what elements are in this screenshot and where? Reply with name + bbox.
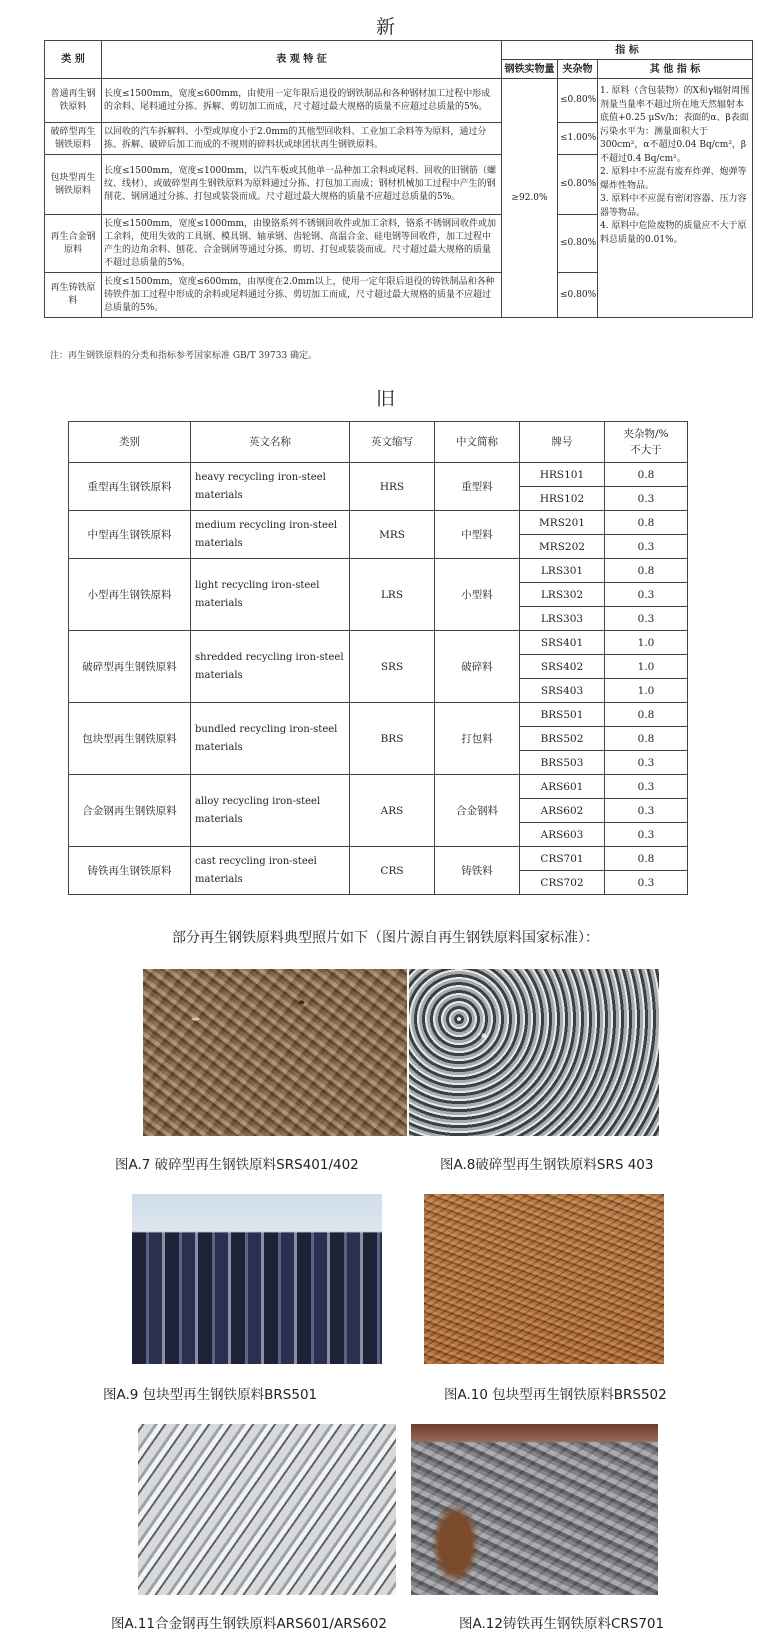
- new-row-impurity: ≤0.80%: [558, 215, 598, 273]
- old-table-row: [69, 775, 688, 799]
- new-row-impurity: ≤0.80%: [558, 273, 598, 318]
- old-row-grade: MRS201: [520, 511, 605, 535]
- photo-shredded-srs401-402: [143, 969, 407, 1136]
- header-category: 类 别: [45, 41, 102, 79]
- old-row-impurity: 0.8: [605, 559, 688, 583]
- old-row-english-name: medium recycling iron-steel materials: [191, 511, 350, 559]
- old-row-chinese-short: 小型料: [435, 559, 520, 631]
- old-row-impurity: 0.3: [605, 487, 688, 511]
- old-row-category: 合金钢再生钢铁原料: [69, 775, 191, 847]
- new-row-features: 以回收的汽车拆解料、小型或厚度小于2.0mm的其他型回收料、工业加工余料等为原料，通过分拣、拆解、破碎后加工而成的不规则的碎料状或球团状再生钢铁原料。: [102, 123, 502, 155]
- new-row-category: 包块型再生钢铁原料: [45, 155, 102, 215]
- old-row-abbr: CRS: [350, 847, 435, 895]
- old-header-impurity: [605, 422, 688, 463]
- old-standard-table: [68, 421, 688, 895]
- old-row-english-name: shredded recycling iron-steel materials: [191, 631, 350, 703]
- old-row-chinese-short: 中型料: [435, 511, 520, 559]
- old-row-impurity: 0.3: [605, 535, 688, 559]
- old-row-english-name: bundled recycling iron-steel materials: [191, 703, 350, 775]
- new-standard-table: [44, 40, 753, 318]
- old-header-grade: 牌号: [520, 422, 605, 463]
- old-row-category: 小型再生钢铁原料: [69, 559, 191, 631]
- new-row-category: 再生铸铁原料: [45, 273, 102, 318]
- old-row-grade: HRS101: [520, 463, 605, 487]
- caption-a11: 图A.11合金钢再生钢铁原料ARS601/ARS602: [111, 1616, 387, 1632]
- header-other: 其 他 指 标: [598, 60, 753, 79]
- photo-cast-iron-crs701: [411, 1424, 658, 1595]
- old-row-english-name: alloy recycling iron-steel materials: [191, 775, 350, 847]
- old-row-grade: LRS302: [520, 583, 605, 607]
- old-table-row: [69, 631, 688, 655]
- old-section-heading: 旧: [375, 388, 395, 410]
- old-header-abbr: 英文缩写: [350, 422, 435, 463]
- old-table-body: [69, 463, 688, 895]
- old-table-row: [69, 847, 688, 871]
- old-row-impurity: 1.0: [605, 679, 688, 703]
- new-row-features: 长度≤1500mm，宽度≤1000mm，以汽车板或其他单一品种加工余料或尾料、回收的旧钢筋（螺纹、线材），或破碎型再生钢铁原料为原料通过分拣、打包加工而成；钢材机械加工过程中产生的钢削花、钢屑通过分拣、打包或装袋而成。尺寸超过最大规格的质量不应超过总质量的5%。: [102, 155, 502, 215]
- old-row-category: 中型再生钢铁原料: [69, 511, 191, 559]
- metal-content-value: ≥92.0%: [502, 79, 558, 318]
- old-row-impurity: 0.3: [605, 775, 688, 799]
- old-row-abbr: LRS: [350, 559, 435, 631]
- old-row-impurity: 0.3: [605, 799, 688, 823]
- old-row-category: 铸铁再生钢铁原料: [69, 847, 191, 895]
- new-row-features: 长度≤1500mm，宽度≤600mm，由使用一定年限后退役的钢铁制品和各种钢材加工过程中形成的余料、尾料通过分拣、拆解、剪切加工而成，尺寸超过最大规格的质量不应超过总质量的5%。: [102, 79, 502, 123]
- old-row-impurity: 0.8: [605, 847, 688, 871]
- header-indicators: 指 标: [502, 41, 753, 60]
- old-table-row: [69, 559, 688, 583]
- old-header-category: 类别: [69, 422, 191, 463]
- old-row-grade: LRS301: [520, 559, 605, 583]
- old-row-impurity: 0.3: [605, 751, 688, 775]
- old-row-chinese-short: 打包料: [435, 703, 520, 775]
- old-row-grade: SRS403: [520, 679, 605, 703]
- caption-a9: 图A.9 包块型再生钢铁原料BRS501: [103, 1387, 318, 1403]
- old-row-impurity: 0.3: [605, 583, 688, 607]
- old-row-grade: LRS303: [520, 607, 605, 631]
- old-row-impurity: 0.8: [605, 511, 688, 535]
- caption-a12: 图A.12铸铁再生钢铁原料CRS701: [459, 1616, 665, 1632]
- old-row-impurity: 0.8: [605, 703, 688, 727]
- old-row-abbr: ARS: [350, 775, 435, 847]
- photo-shredded-srs403: [409, 969, 659, 1136]
- caption-a10: 图A.10 包块型再生钢铁原料BRS502: [444, 1387, 667, 1403]
- photo-alloy-ars601-602: [138, 1424, 396, 1595]
- caption-a8: 图A.8破碎型再生钢铁原料SRS 403: [440, 1157, 654, 1173]
- old-row-english-name: cast recycling iron-steel materials: [191, 847, 350, 895]
- old-row-grade: BRS501: [520, 703, 605, 727]
- new-table-note: 注：再生钢铁原料的分类和指标参考国家标准 GB/T 39733 确定。: [50, 351, 318, 361]
- header-metal-content: 钢铁实物量: [502, 60, 558, 79]
- old-row-impurity: 0.3: [605, 871, 688, 895]
- old-header-chinese-short: 中文简称: [435, 422, 520, 463]
- old-row-grade: ARS603: [520, 823, 605, 847]
- old-table-row: [69, 511, 688, 535]
- old-row-abbr: BRS: [350, 703, 435, 775]
- old-row-chinese-short: 重型料: [435, 463, 520, 511]
- old-row-impurity: 0.8: [605, 463, 688, 487]
- photos-intro: 部分再生钢铁原料典型照片如下（图片源自再生钢铁原料国家标准）：: [172, 930, 599, 946]
- new-row-features: 长度≤1500mm，宽度≤1000mm，由镍铬系列不锈钢回收件或加工余料，铬系不锈钢回收件或加工余料，使用失效的工具钢、模具钢、轴承钢、齿轮钢、高温合金、硅电钢等回收件，加工过程中产生的边角余料、刨花、合金钢屑等通过分拣、剪切、打包或装袋而成。尺寸超过最大规格的质量不超过总质量的5%。: [102, 215, 502, 273]
- old-row-grade: SRS401: [520, 631, 605, 655]
- old-row-abbr: HRS: [350, 463, 435, 511]
- old-row-chinese-short: 合金钢料: [435, 775, 520, 847]
- photo-bundled-brs502: [424, 1194, 664, 1364]
- old-row-abbr: SRS: [350, 631, 435, 703]
- old-row-english-name: heavy recycling iron-steel materials: [191, 463, 350, 511]
- old-row-category: 重型再生钢铁原料: [69, 463, 191, 511]
- old-row-impurity: 1.0: [605, 655, 688, 679]
- old-row-abbr: MRS: [350, 511, 435, 559]
- new-row-impurity: ≤1.00%: [558, 123, 598, 155]
- old-row-grade: CRS702: [520, 871, 605, 895]
- old-row-category: 包块型再生钢铁原料: [69, 703, 191, 775]
- old-row-english-name: light recycling iron-steel materials: [191, 559, 350, 631]
- old-row-impurity: 1.0: [605, 631, 688, 655]
- old-row-grade: CRS701: [520, 847, 605, 871]
- old-row-chinese-short: 铸铁料: [435, 847, 520, 895]
- old-header-impurity-sub: 不大于: [630, 444, 662, 456]
- old-row-grade: SRS402: [520, 655, 605, 679]
- old-row-grade: BRS503: [520, 751, 605, 775]
- header-features: 表 观 特 征: [102, 41, 502, 79]
- new-row-category: 破碎型再生钢铁原料: [45, 123, 102, 155]
- photo-bundled-brs501: [132, 1194, 382, 1364]
- new-row-impurity: ≤0.80%: [558, 79, 598, 123]
- header-impurity: 夹杂物: [558, 60, 598, 79]
- old-table-row: [69, 703, 688, 727]
- new-row-category: 普通再生钢铁原料: [45, 79, 102, 123]
- new-section-heading: 新: [375, 16, 395, 38]
- new-row-features: 长度≤1500mm，宽度≤600mm，由厚度在2.0mm以上，使用一定年限后退役的铸铁制品和各种铸铁件加工过程中形成的余料或尾料通过分拣、剪切加工而成，尺寸超过最大规格的质量不应超过总质量的5%。: [102, 273, 502, 318]
- old-header-english-name: 英文名称: [191, 422, 350, 463]
- old-row-grade: HRS102: [520, 487, 605, 511]
- old-row-impurity: 0.8: [605, 727, 688, 751]
- other-indicators-text: 1. 原料（含包装物）的X和γ辐射周围剂量当量率不超过所在地天然辐射本底值+0.25 μSv/h；表面的α、β表面污染水平为：测量面积大于300cm²，α不超过0.04 Bq/cm²，β不超过0.4 Bq/cm²。 2. 原料中不应混有废弃炸弹、炮弹等爆炸性物品。 3. 原料中不应混有密闭容器、压力容器等物品。 4. 原料中危险废物的质量应不大于原料总质量的0.01%。: [598, 79, 753, 318]
- old-row-grade: BRS502: [520, 727, 605, 751]
- old-row-grade: MRS202: [520, 535, 605, 559]
- old-row-grade: ARS601: [520, 775, 605, 799]
- old-row-impurity: 0.3: [605, 823, 688, 847]
- new-row-impurity: ≤0.80%: [558, 155, 598, 215]
- old-table-row: [69, 463, 688, 487]
- old-header-impurity-label: 夹杂物/%: [623, 428, 669, 440]
- old-row-chinese-short: 破碎料: [435, 631, 520, 703]
- old-row-grade: ARS602: [520, 799, 605, 823]
- old-row-category: 破碎型再生钢铁原料: [69, 631, 191, 703]
- caption-a7: 图A.7 破碎型再生钢铁原料SRS401/402: [115, 1157, 359, 1173]
- new-row-category: 再生合金钢原料: [45, 215, 102, 273]
- old-row-impurity: 0.3: [605, 607, 688, 631]
